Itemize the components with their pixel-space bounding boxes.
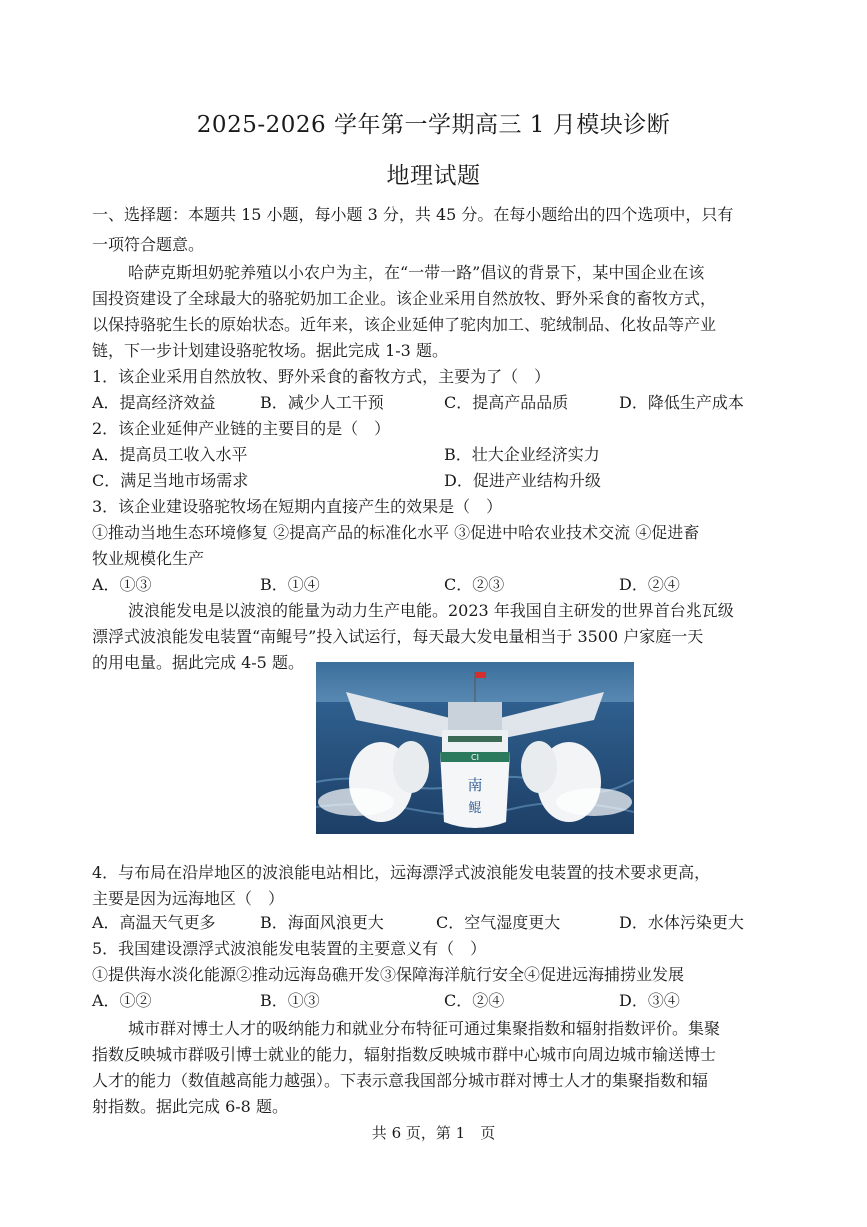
question-2-options-row-2 — [92, 468, 782, 494]
option-a[interactable]: A．提高经济效益 — [92, 393, 216, 412]
passage2-line-3: 的用电量。据此完成 4-5 题。 — [92, 653, 304, 672]
section-intro-line-1: 一、选择题：本题共 15 小题，每小题 3 分，共 45 分。在每小题给出的四个选项中，只有 — [92, 205, 734, 224]
option-d[interactable]: D．②④ — [619, 575, 680, 594]
question-5-items: ①提供海水淡化能源②推动远海岛礁开发③保障海洋航行安全④促进远海捕捞业发展 — [92, 965, 685, 984]
wave-energy-device-photo — [316, 662, 634, 834]
option-a[interactable]: A．提高员工收入水平 — [92, 445, 248, 464]
question-3-options — [92, 572, 782, 598]
exam-title: 2025-2026 学年第一学期高三 1 月模块诊断 — [196, 112, 671, 138]
question-1-options — [92, 390, 782, 416]
passage3-line-3: 人才的能力（数值越高能力越强）。下表示意我国部分城市群对博士人才的集聚指数和辐 — [92, 1071, 709, 1090]
option-a[interactable]: A．高温天气更多 — [92, 913, 216, 932]
question-2-stem: 2．该企业延伸产业链的主要目的是（ ） — [92, 419, 391, 438]
option-a[interactable]: A．①② — [92, 991, 152, 1010]
option-d[interactable]: D．促进产业结构升级 — [444, 471, 601, 490]
option-c[interactable]: C．满足当地市场需求 — [92, 471, 249, 490]
page-footer: 共 6 页，第 1 页 — [371, 1124, 496, 1142]
passage1-line-4: 链，下一步计划建设骆驼牧场。据此完成 1-3 题。 — [92, 341, 448, 360]
passage2-line-1: 波浪能发电是以波浪的能量为动力生产电能。2023 年我国自主研发的世界首台兆瓦级 — [128, 601, 734, 620]
passage3-line-2: 指数反映城市群吸引博士就业的能力，辐射指数反映城市群中心城市向周边城市输送博士 — [92, 1045, 717, 1064]
option-b[interactable]: B．①④ — [260, 575, 320, 594]
question-5-stem: 5．我国建设漂浮式波浪能发电装置的主要意义有（ ） — [92, 939, 487, 958]
option-c[interactable]: C．②③ — [444, 575, 505, 594]
question-5-options — [92, 988, 782, 1014]
option-b[interactable]: B．减少人工干预 — [260, 393, 384, 412]
question-3-stem: 3．该企业建设骆驼牧场在短期内直接产生的效果是（ ） — [92, 497, 503, 516]
ship-name-bottom: 鲲 — [468, 801, 482, 816]
option-d[interactable]: D．③④ — [619, 991, 680, 1010]
passage2-line-2: 漂浮式波浪能发电装置“南鲲号”投入试运行，每天最大发电量相当于 3500 户家庭一天 — [92, 627, 704, 646]
section-intro-line-2: 一项符合题意。 — [92, 235, 205, 254]
question-1-stem: 1．该企业采用自然放牧、野外采食的畜牧方式，主要为了（ ） — [92, 367, 551, 386]
question-2-options-row-1 — [92, 442, 782, 468]
option-d[interactable]: D．降低生产成本 — [619, 393, 744, 412]
exam-subtitle: 地理试题 — [386, 163, 481, 189]
question-3-items-line-2: 牧业规模化生产 — [92, 549, 205, 568]
ship-name-top: 南 — [467, 776, 483, 794]
option-d[interactable]: D．水体污染更大 — [619, 913, 744, 932]
passage1-line-3: 以保持骆驼生长的原始状态。近年来，该企业延伸了驼肉加工、驼绒制品、化妆品等产业 — [92, 315, 717, 334]
passage3-line-4: 射指数。据此完成 6-8 题。 — [92, 1097, 288, 1116]
option-c[interactable]: C．空气湿度更大 — [436, 913, 561, 932]
question-4-stem-line-1: 4．与布局在沿岸地区的波浪能电站相比，远海漂浮式波浪能发电装置的技术要求更高， — [92, 863, 711, 882]
question-4-stem-line-2: 主要是因为远海地区（ ） — [92, 889, 285, 908]
question-4-options — [92, 910, 782, 936]
option-b[interactable]: B．壮大企业经济实力 — [444, 445, 600, 464]
option-b[interactable]: B．海面风浪更大 — [260, 913, 384, 932]
passage1-line-2: 国投资建设了全球最大的骆驼奶加工企业。该企业采用自然放牧、野外采食的畜牧方式， — [92, 289, 717, 308]
passage1-line-1: 哈萨克斯坦奶驼养殖以小农户为主，在“一带一路”倡议的背景下，某中国企业在该 — [128, 263, 705, 282]
question-3-items-line-1: ①推动当地生态环境修复 ②提高产品的标准化水平 ③促进中哈农业技术交流 ④促进畜 — [92, 523, 700, 542]
ship-badge: CI — [471, 753, 479, 762]
ship-illustration — [316, 662, 634, 834]
passage3-line-1: 城市群对博士人才的吸纳能力和就业分布特征可通过集聚指数和辐射指数评价。集聚 — [128, 1019, 721, 1038]
option-c[interactable]: C．②④ — [444, 991, 505, 1010]
option-a[interactable]: A．①③ — [92, 575, 152, 594]
option-c[interactable]: C．提高产品品质 — [444, 393, 569, 412]
option-b[interactable]: B．①③ — [260, 991, 320, 1010]
